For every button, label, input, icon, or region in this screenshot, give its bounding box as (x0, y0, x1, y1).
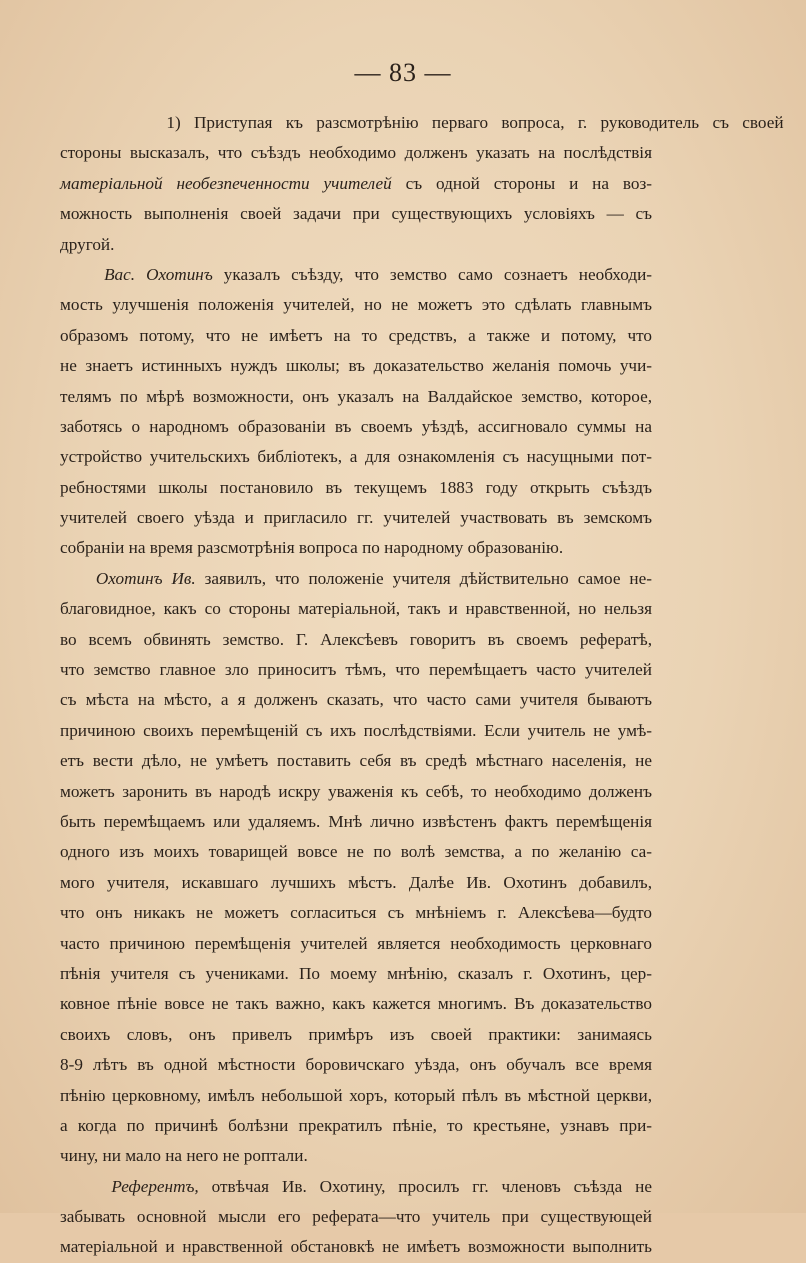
text-line: благовидное, какъ со стороны матеріальной, такъ и нравственной, но нельзя (60, 599, 652, 619)
text-line: своихъ словъ, онъ привелъ примѣръ изъ своей практики: занимаясь (60, 1024, 652, 1044)
text-line: ковное пѣніе вовсе не такъ важно, какъ кажется многимъ. Въ доказательство (60, 994, 652, 1014)
text-line: одного изъ моихъ товарищей вовсе не по волѣ земства, а по желанію са- (60, 842, 652, 862)
text-line: заботясь о народномъ образованіи въ своемъ уѣздѣ, ассигновало суммы на (60, 416, 652, 436)
text-line: что онъ никакъ не можетъ согласиться съ мнѣніемъ г. Алексѣева—будто (60, 903, 652, 923)
text-fragment: заявилъ, что положеніе учителя дѣйствительно самое не- (204, 568, 652, 588)
text-line: 1) Приступая къ разсмотрѣнію перваго вопроса, г. руководитель съ своей (60, 113, 784, 132)
text-line: мость улучшенія положенія учителей, но не можетъ это сдѣлать главнымъ (60, 295, 652, 315)
text-line: во всемъ обвинять земство. Г. Алексѣевъ говоритъ въ своемъ рефератѣ, (60, 629, 652, 649)
text-line: учителей своего уѣзда и пригласило гг. учителей участвовать въ земскомъ (60, 508, 652, 528)
text-fragment: съ одной стороны и на воз- (405, 173, 653, 193)
paragraph-start-speaker (60, 564, 652, 594)
text-line: не знаетъ истинныхъ нуждъ школы; въ доказательство желанія помочь учи- (60, 356, 652, 376)
text-fragment: указалъ съѣзду, что земство само сознаетъ необходи- (223, 264, 653, 284)
text-line-italic-phrase (60, 169, 652, 199)
text-line: съ мѣста на мѣсто, а я долженъ сказать, что часто сами учителя бываютъ (60, 690, 652, 710)
italic-phrase: матеріальной необезпеченности учителей (60, 173, 392, 193)
text-fragment: отвѣчая Ив. Охотину, просилъ гг. членовъ съѣзда не (211, 1176, 652, 1196)
text-line: мого учителя, искавшаго лучшихъ мѣстъ. Далѣе Ив. Охотинъ добавилъ, (60, 872, 652, 892)
text-line: пѣнію церковному, имѣлъ небольшой хоръ, который пѣлъ въ мѣстной церкви, (60, 1085, 652, 1105)
text-line: собраніи на время разсмотрѣнія вопроса по народному образованію. (60, 538, 564, 558)
speaker-name: Охотинъ Ив. (95, 568, 196, 588)
text-line: устройство учительскихъ библіотекъ, а для ознакомленія съ насущными пот- (60, 447, 652, 467)
body-text (60, 108, 784, 1263)
page-number: — 83 — (354, 58, 452, 87)
text-line: пѣнія учителя съ учениками. По моему мнѣнію, сказалъ г. Охотинъ, цер- (60, 963, 652, 983)
text-line: что земство главное зло приноситъ тѣмъ, что перемѣщаетъ часто учителей (60, 660, 652, 680)
speaker-name: Вас. Охотинъ (104, 264, 213, 284)
text-line: причиною своихъ перемѣщеній съ ихъ послѣдствіями. Если учитель не умѣ- (60, 720, 652, 740)
paragraph-start-speaker (60, 1172, 652, 1202)
text-line: можетъ заронить въ народѣ искру уваженія къ себѣ, то необходимо долженъ (60, 781, 652, 801)
text-line: можность выполненія своей задачи при существующихъ условіяхъ — съ (60, 204, 652, 224)
text-line: образомъ потому, что не имѣетъ на то средствъ, а также и потому, что (60, 325, 652, 345)
text-line: чину, ни мало на него не роптали. (60, 1146, 308, 1166)
text-line: а когда по причинѣ болѣзни прекратилъ пѣніе, то крестьяне, узнавъ при- (60, 1115, 652, 1135)
text-line: стороны высказалъ, что съѣздъ необходимо долженъ указать на послѣдствія (60, 143, 652, 163)
text-line: 8-9 лѣтъ въ одной мѣстности боровичскаго уѣзда, онъ обучалъ все время (60, 1055, 652, 1075)
text-line: ребностями школы постановило въ текущемъ 1883 году открыть съѣздъ (60, 477, 652, 497)
text-line: часто причиною перемѣщенія учителей является необходимость церковнаго (60, 933, 652, 953)
text-line: етъ вести дѣло, не умѣетъ поставить себя въ средѣ мѣстнаго населенія, не (60, 751, 652, 771)
text-line: быть перемѣщаемъ или удаляемъ. Мнѣ лично извѣстенъ фактъ перемѣщенія (60, 811, 652, 831)
paragraph-start-speaker (60, 260, 652, 290)
speaker-name: Референтъ, (111, 1176, 199, 1196)
text-line: матеріальной и нравственной обстановкѣ не имѣетъ возможности выполнить (60, 1237, 652, 1257)
text-line: забывать основной мысли его реферата—что учитель при существующей (60, 1207, 652, 1227)
text-line: другой. (60, 234, 115, 254)
text-line: телямъ по мѣрѣ возможности, онъ указалъ на Валдайское земство, которое, (60, 386, 652, 406)
